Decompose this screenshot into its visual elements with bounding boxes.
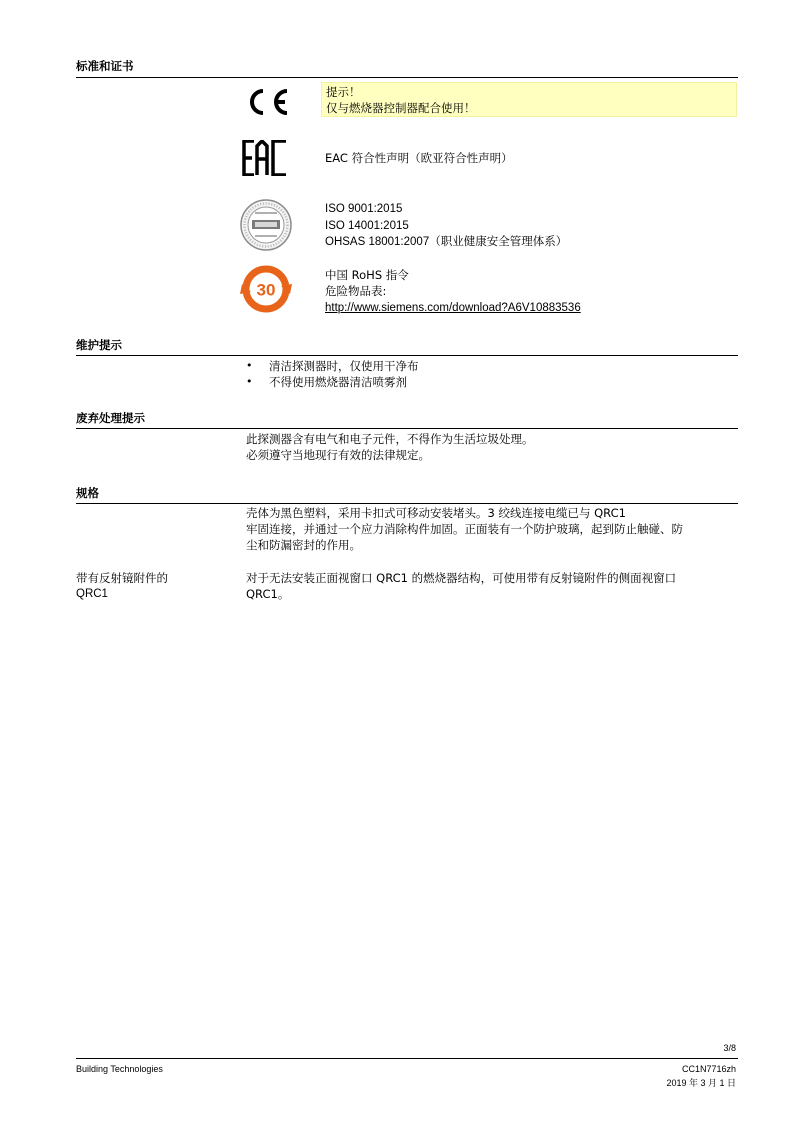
rohs-download-link[interactable]: http://www.siemens.com/download?A6V10883536 [325, 302, 581, 314]
maintenance-item-2: 不得使用燃烧器清洁喷雾剂 [269, 375, 407, 389]
disposal-text-1: 此探测器含有电气和电子元件，不得作为生活垃圾处理。 [246, 432, 534, 446]
specs-text-1: 壳体为黑色塑料，采用卡扣式可移动安装堵头。3 绞线连接电缆已与 QRC1 [246, 506, 626, 520]
mirror-attachment-model: QRC1 [76, 588, 108, 600]
specs-text-2: 牢固连接，并通过一个应力消除构件加固。正面装有一个防护玻璃，起到防止触碰、防 [246, 522, 683, 536]
bullet-icon: • [246, 359, 253, 372]
section-divider [76, 77, 738, 78]
iso-cert-seal-icon [239, 198, 293, 252]
section-divider [76, 428, 738, 429]
section-divider [76, 355, 738, 356]
section-divider [76, 503, 738, 504]
disposal-text-2: 必须遵守当地现行有效的法律规定。 [246, 448, 430, 462]
company-name: Building Technologies [76, 1064, 163, 1074]
iso-9001: ISO 9001:2015 [325, 203, 403, 215]
iso-14001: ISO 14001:2015 [325, 220, 409, 232]
section-title-maintenance: 维护提示 [76, 338, 122, 352]
usage-note [321, 82, 737, 117]
mirror-text-1: 对于无法安装正面视窗口 QRC1 的燃烧器结构，可使用带有反射镜附件的侧面视窗口 [246, 571, 677, 585]
eac-text: EAC 符合性声明（欧亚符合性声明） [325, 151, 513, 165]
rohs-number: 30 [256, 280, 276, 300]
rohs-directive: 中国 RoHS 指令 [325, 268, 409, 282]
mirror-text-2: QRC1。 [246, 587, 290, 601]
specs-text-3: 尘和防漏密封的作用。 [246, 538, 361, 552]
ce-mark-icon [243, 87, 289, 117]
maintenance-item-1: 清洁探测器时，仅使用干净布 [269, 359, 419, 373]
footer-divider [76, 1058, 738, 1059]
document-id: CC1N7716zh [681, 1064, 736, 1074]
note-heading: 提示！ [326, 85, 361, 99]
mirror-attachment-label: 带有反射镜附件的 [76, 571, 168, 585]
page-number: 3/8 [723, 1043, 736, 1053]
eac-mark-icon [242, 140, 288, 176]
section-title-disposal: 废弃处理提示 [76, 411, 145, 425]
hazard-table-label: 危险物品表: [325, 284, 387, 298]
note-text: 仅与燃烧器控制器配合使用！ [326, 101, 476, 115]
section-title-standards: 标准和证书 [76, 59, 134, 73]
ohsas-18001: OHSAS 18001:2007（职业健康安全管理体系） [325, 236, 568, 248]
rohs-30-icon [240, 265, 292, 313]
section-title-specs: 规格 [76, 486, 99, 500]
document-date: 2019 年 3 月 1 日 [666, 1078, 736, 1088]
bullet-icon: • [246, 375, 253, 388]
